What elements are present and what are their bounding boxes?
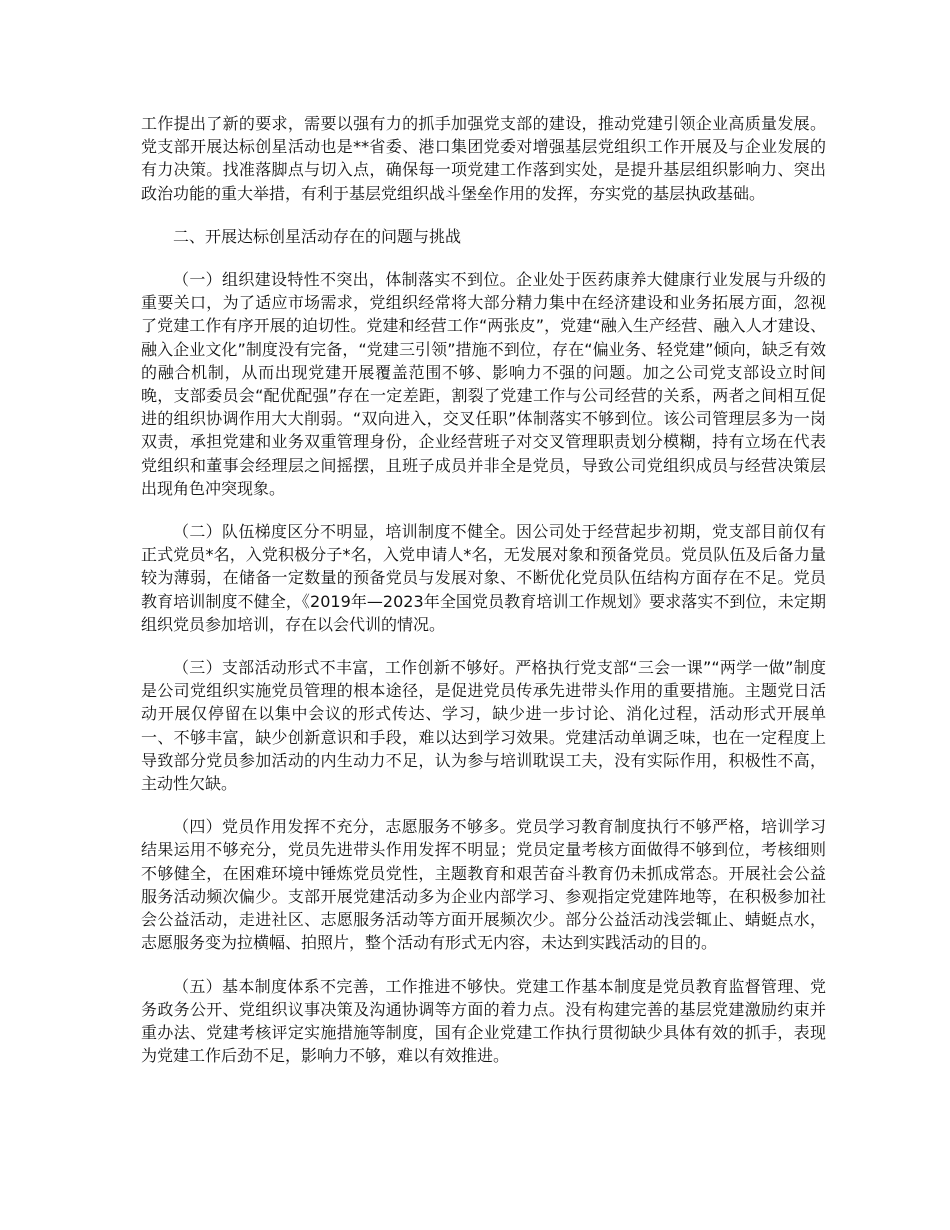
paragraph-3: （三）支部活动形式不丰富，工作创新不够好。严格执行党支部“三会一课”“两学一做”制度是公司党组织实施党员管理的根本途径，是促进党员传承先进带头作用的重要措施。主题党日活动开展仅停留在以集中会议的形式传达、学习，缺少进一步讨论、消化过程，活动形式开展单一、不够丰富，缺少创新意识和手段，难以达到学习效果。党建活动单调乏味，也在一定程度上导致部分党员参加活动的内生动力不足，认为参与培训耽误工夫，没有实际作用，积极性不高，主动性欠缺。 [141,658,826,794]
paragraph-5: （五）基本制度体系不完善，工作推进不够快。党建工作基本制度是党员教育监督管理、党务政务公开、党组织议事决策及沟通协调等方面的着力点。没有构建完善的基层党建激励约束并重办法、党建考核评定实施措施等制度，国有企业党建工作执行贯彻缺少具体有效的抓手，表现为党建工作后劲不足，影响力不够，难以有效推进。 [141,976,826,1066]
paragraph-4: （四）党员作用发挥不充分，志愿服务不够多。党员学习教育制度执行不够严格，培训学习结果运用不够充分，党员先进带头作用发挥不明显；党员定量考核方面做得不够到位，考核细则不够健全，在困难环境中锤炼党员党性，主题教育和艰苦奋斗教育仍未抓成常态。开展社会公益服务活动频次偏少。支部开展党建活动多为企业内部学习、参观指定党建阵地等，在积极参加社会公益活动，走进社区、志愿服务活动等方面开展频次少。部分公益活动浅尝辄止、蜻蜓点水，志愿服务变为拉横幅、拍照片，整个活动有形式无内容，未达到实践活动的目的。 [141,817,826,953]
document-page [141,112,826,1087]
intro-paragraph: 工作提出了新的要求，需要以强有力的抓手加强党支部的建设，推动党建引领企业高质量发展。党支部开展达标创星活动也是**省委、港口集团党委对增强基层党组织工作开展及与企业发展的有力决策。找准落脚点与切入点，确保每一项党建工作落到实处，是提升基层组织影响力、突出政治功能的重大举措，有利于基层党组织战斗堡垒作用的发挥，夯实党的基层执政基础。 [141,114,826,203]
paragraph-2: （二）队伍梯度区分不明显，培训制度不健全。因公司处于经营起步初期，党支部目前仅有正式党员*名，入党积极分子*名，入党申请人*名，无发展对象和预备党员。党员队伍及后备力量较为薄弱，在储备一定数量的预备党员与发展对象、不断优化党员队伍结构方面存在不足。党员教育培训制度不健全，《2019年—2023年全国党员教育培训工作规划》要求落实不到位，未定期组织党员参加培训，存在以会代训的情况。 [141,522,826,634]
section-heading: 二、开展达标创星活动存在的问题与挑战 [173,226,462,246]
paragraph-1: （一）组织建设特性不突出，体制落实不到位。企业处于医药康养大健康行业发展与升级的重要关口，为了适应市场需求，党组织经常将大部分精力集中在经济建设和业务拓展方面，忽视了党建工作有序开展的迫切性。党建和经营工作“两张皮”，党建“融入生产经营、融入人才建设、融入企业文化”制度没有完备，“党建三引领”措施不到位，存在“偏业务、轻党建”倾向，缺乏有效的融合机制，从而出现党建开展覆盖范围不够、影响力不强的问题。加之公司党支部设立时间晚，支部委员会“配优配强”存在一定差距，割裂了党建工作与公司经营的关系，两者之间相互促进的组织协调作用大大削弱。“双向进入，交叉任职”体制落实不够到位。该公司管理层多为一岗双责，承担党建和业务双重管理身份，企业经营班子对交叉管理职责划分模糊，持有立场在代表党组织和董事会经理层之间摇摆，且班子成员并非全是党员，导致公司党组织成员与经营决策层出现角色冲突现象。 [141,270,826,498]
